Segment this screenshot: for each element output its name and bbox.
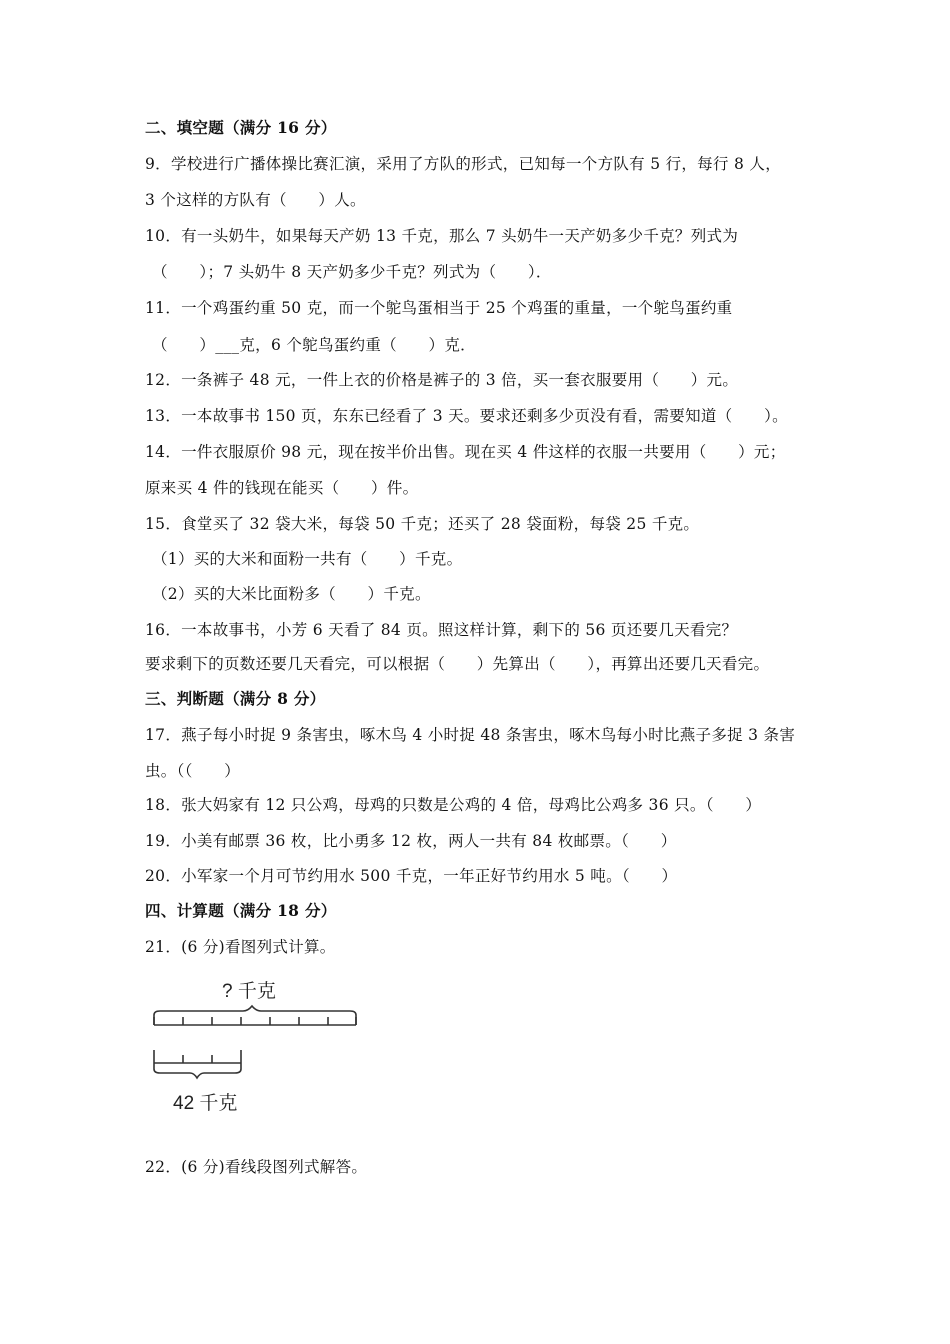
question-16-line-1: 16．一本故事书，小芳 6 天看了 84 页。照这样计算，剩下的 56 页还要几天看完？: [145, 621, 738, 639]
question-17-line-1: 17．燕子每小时捉 9 条害虫，啄木鸟 4 小时捉 48 条害虫，啄木鸟每小时比燕子多捉 3 条害: [145, 726, 796, 744]
question-17-line-2: 虫。（（ ）: [145, 762, 241, 780]
diagram-top-brace: [154, 1006, 356, 1025]
question-15-line-1: 15．食堂买了 32 袋大米，每袋 50 千克；还买了 28 袋面粉，每袋 25 千克。: [145, 515, 700, 533]
question-22: 22．(6 分)看线段图列式解答。: [145, 1158, 368, 1176]
question-11-line-1: 11．一个鸡蛋约重 50 克，而一个鸵鸟蛋相当于 25 个鸡蛋的重量，一个鸵鸟蛋约重: [145, 299, 733, 317]
diagram-bottom-label: 42 千克: [173, 1093, 238, 1114]
question-11-line-2: （ ）___克，6 个鸵鸟蛋约重（ ）克．: [152, 336, 476, 354]
diagram-bottom-brace: [154, 1063, 241, 1078]
question-12: 12．一条裤子 48 元，一件上衣的价格是裤子的 3 倍，买一套衣服要用（ ）元。: [145, 371, 739, 389]
question-19: 19．小美有邮票 36 枚，比小勇多 12 枚，两人一共有 84 枚邮票。（ ）: [145, 832, 677, 850]
question-16-line-2: 要求剩下的页数还要几天看完，可以根据（ ）先算出（ ），再算出还要几天看完。: [145, 655, 770, 673]
question-15-sub-2: （2）买的大米比面粉多（ ）千克。: [152, 585, 431, 603]
question-18: 18．张大妈家有 12 只公鸡，母鸡的只数是公鸡的 4 倍，母鸡比公鸡多 36 只。（ ）: [145, 796, 762, 814]
section-heading-calc: 四、计算题（满分 18 分）: [145, 901, 337, 920]
question-9-line-1: 9．学校进行广播体操比赛汇演，采用了方队的形式，已知每一个方队有 5 行，每行 8 人，: [145, 155, 781, 173]
diagram-total-ticks: [154, 1017, 356, 1025]
question-14-line-1: 14．一件衣服原价 98 元，现在按半价出售。现在买 4 件这样的衣服一共要用（ ）元；: [145, 443, 786, 461]
question-9-line-2: 3 个这样的方队有（ ）人。: [145, 191, 366, 209]
question-13: 13．一本故事书 150 页，东东已经看了 3 天。要求还剩多少页没有看，需要知道（ ）。: [145, 407, 788, 425]
section-heading-judge: 三、判断题（满分 8 分）: [145, 689, 326, 708]
question-21-segment-diagram: [148, 975, 368, 1124]
question-21: 21．(6 分)看图列式计算。: [145, 938, 336, 956]
question-20: 20．小军家一个月可节约用水 500 千克，一年正好节约用水 5 吨。（ ）: [145, 867, 678, 885]
question-15-sub-1: （1）买的大米和面粉一共有（ ）千克。: [152, 550, 463, 568]
question-10-line-2: （ ）；7 头奶牛 8 天产奶多少千克？列式为（ ）．: [152, 263, 552, 281]
question-14-line-2: 原来买 4 件的钱现在能买（ ）件。: [145, 479, 419, 497]
question-10-line-1: 10．有一头奶牛，如果每天产奶 13 千克，那么 7 头奶牛一天产奶多少千克？列式为: [145, 227, 739, 245]
diagram-top-label: ? 千克: [222, 981, 276, 1002]
section-heading-fill-blank: 二、填空题（满分 16 分）: [145, 118, 337, 137]
diagram-part-ticks: [154, 1050, 241, 1063]
